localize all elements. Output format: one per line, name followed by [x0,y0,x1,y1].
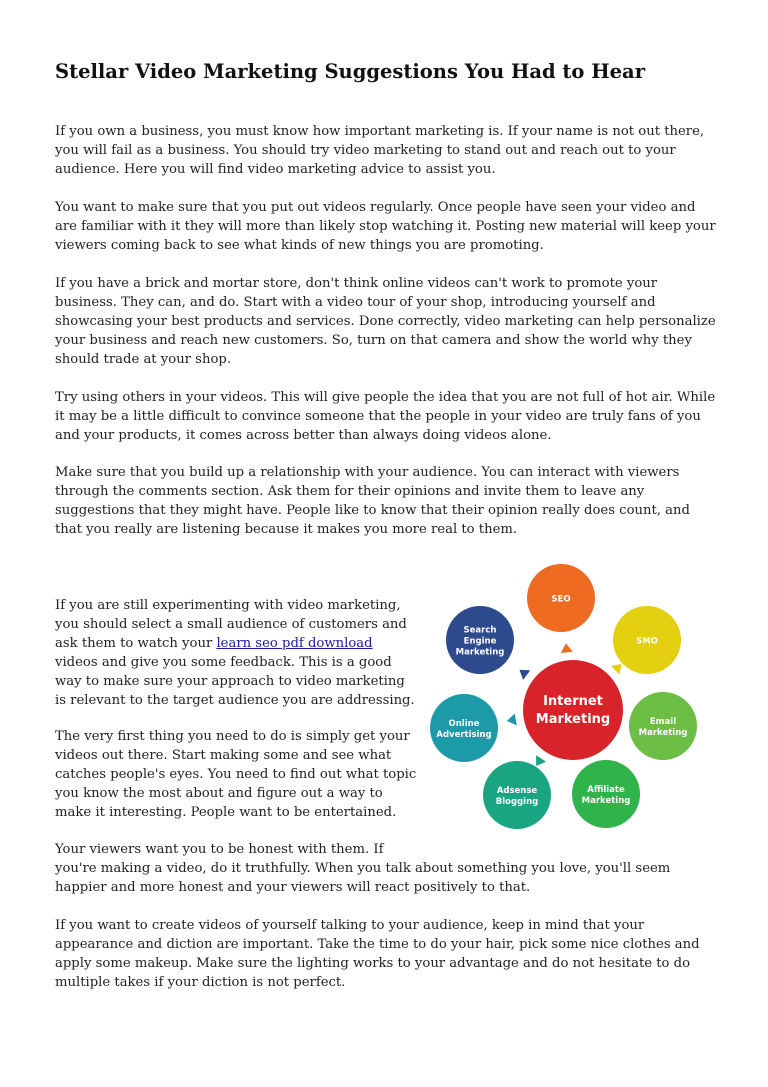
diagram-node-label: Email [649,717,677,727]
diagram-node [629,692,697,760]
diagram-node-label: Engine [463,636,497,647]
diagram-arrow [561,643,573,653]
diagram-arrow [507,714,517,726]
diagram-node [572,760,640,828]
diagram-node-label: Adsense [496,786,538,796]
paragraph-intro: If you own a business, you must know how important marketing is. If your name is not out there, you will fail as a business. You should try video marketing to stand out and reach out to your audience. Here you will find video marketing advice to assist you. [55,124,705,177]
paragraph-honest-rest: you're making a video, do it truthfully. When you talk about something you love, you'll seem happier and more honest and your viewers will react positively to that. [55,861,671,895]
diagram-node-label: Advertising [436,730,492,740]
diagram-node [446,606,514,674]
paragraph-regular-videos: You want to make sure that you put out videos regularly. Once people have seen your video and are familiar with it they will more than likely stop watching it. Posting new material will keep your viewers coming back to see what kinds of new things you are promoting. [55,200,716,253]
diagram-node-label: Blogging [495,797,539,807]
diagram-node-label: Affiliate [587,785,625,795]
diagram-node [527,564,595,632]
diagram-node-label: Online [448,719,480,729]
paragraph-experimenting-text-after: videos and give you some feedback. This is a good way to make sure your approach to video marketing is relevant to the target audience you are addressing. [55,655,415,708]
diagram-node-label: SEO [551,594,571,605]
diagram-node [483,761,551,829]
diagram-arrow [536,755,546,766]
paragraph-appearance: If you want to create videos of yourself talking to your audience, keep in mind that your appearance and diction are important. Take the time to do your hair, pick some nice clothes and apply some makeup. Make sure the lighting works to your advantage and do not hesitate to do multiple takes if your diction is not perfect. [55,918,700,990]
paragraph-get-videos-out: The very first thing you need to do is simply get your videos out there. Start making some and see what catches people's eyes. You need to find out what topic you know the most about and figure out a way to make it interesting. People want to be entertained. [55,729,417,820]
diagram-arrow [611,664,622,675]
paragraph-use-others: Try using others in your videos. This will give people the idea that you are not full of hot air. While it may be a little difficult to convince someone that the people in your video are truly fans of you and your products, it comes across better than always doing videos alone. [55,390,716,443]
diagram-arrow [519,670,530,680]
diagram-node-label: Marketing [581,796,631,806]
center-label-line2: Marketing [535,712,611,727]
learn-seo-link[interactable]: learn seo pdf download [216,636,373,651]
diagram-node [613,606,681,674]
paragraph-experimenting-text-before: If you are still experimenting with video marketing, you should select a small audience of customers and ask them to watch your [55,598,407,651]
paragraph-experimenting [55,596,417,710]
paragraph-honest [55,840,720,897]
diagram-node-label: Search [463,625,497,636]
diagram-node-label: Marketing [455,647,505,658]
paragraph-honest-line1: Your viewers want you to be honest with them. If [55,842,384,857]
diagram-node [430,694,498,762]
paragraph-brick-mortar: If you have a brick and mortar store, don't think online videos can't work to promote your business. They can, and do. Start with a video tour of your shop, introducing yourself and showcasing your best products and services. Done correctly, video marketing can help personalize your business and reach new customers. So, turn on that camera and show the world why they should trade at your shop. [55,276,716,367]
paragraph-relationship: Make sure that you build up a relationship with your audience. You can interact with viewers through the comments section. Ask them for their opinions and invite them to leave any suggestions that they might have. People like to know that their opinion really does count, and that you really are listening because it makes you more real to them. [55,465,690,537]
diagram-node-label: Marketing [638,728,688,738]
center-circle [523,660,623,760]
center-label-line1: Internet [543,694,603,709]
internet-marketing-diagram [420,563,710,838]
diagram-node-label: SMO [636,636,658,647]
page-title: Stellar Video Marketing Suggestions You Had to Hear [55,60,645,83]
